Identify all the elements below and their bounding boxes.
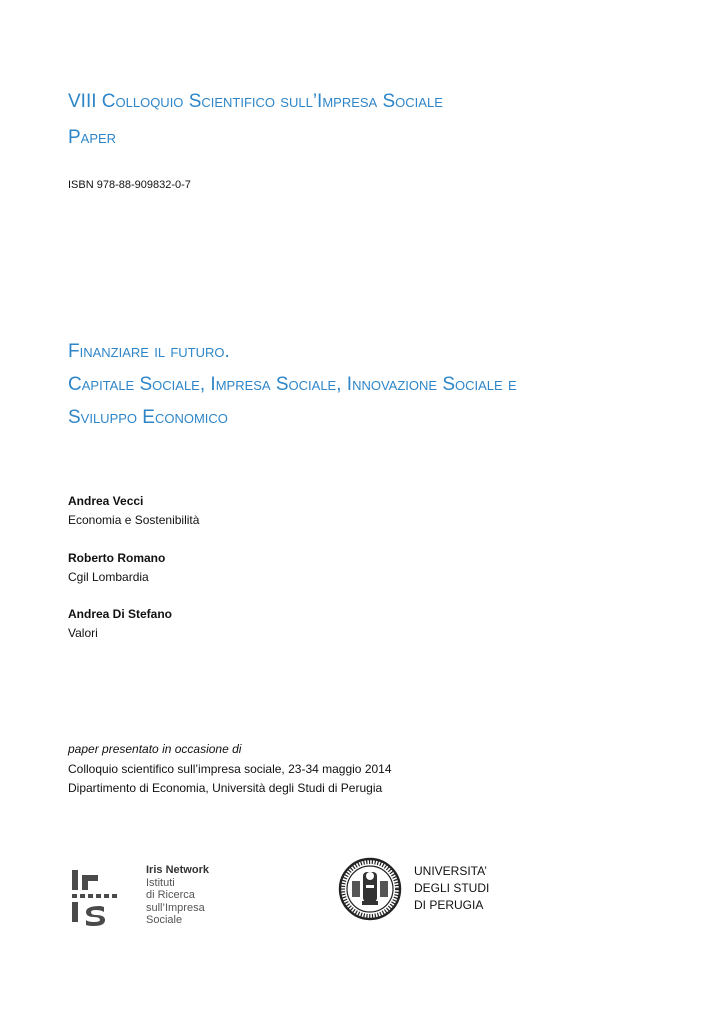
presentation-event: Colloquio scientifico sull’impresa sociale, 23-34 maggio 2014 xyxy=(68,762,392,776)
iris-network-tagline: Sociale xyxy=(146,914,183,926)
author-affiliation: Valori xyxy=(68,626,98,640)
paper-label: Paper xyxy=(68,127,117,148)
author-name: Roberto Romano xyxy=(68,551,166,565)
iris-network-name: Iris Network xyxy=(146,864,209,876)
iris-logo-mark-icon xyxy=(70,866,130,926)
author-name: Andrea Di Stefano xyxy=(68,607,173,621)
university-name-line: UNIVERSITA’ xyxy=(414,864,487,878)
iris-network-tagline: Istituti xyxy=(146,876,175,889)
iris-network-tagline: sull’Impresa xyxy=(146,901,205,914)
university-name xyxy=(414,863,489,914)
presentation-intro: paper presentato in occasione di xyxy=(68,742,242,756)
conference-title: VIII Colloquio Scientifico sull’Impresa Sociale xyxy=(68,91,443,112)
iris-network-text xyxy=(146,864,209,927)
author-affiliation: Economia e Sostenibilità xyxy=(68,513,200,527)
presentation-venue: Dipartimento di Economia, Università degli Studi di Perugia xyxy=(68,781,383,795)
paper-title-line-1: Finanziare il futuro. xyxy=(68,341,230,362)
author-affiliation: Cgil Lombardia xyxy=(68,570,149,584)
iris-network-logo xyxy=(70,864,220,926)
university-of-perugia-logo xyxy=(338,857,498,923)
author-name: Andrea Vecci xyxy=(68,494,144,508)
isbn: ISBN 978-88-909832-0-7 xyxy=(68,179,191,191)
university-name-line: DEGLI STUDI xyxy=(414,881,490,895)
iris-network-tagline: di Ricerca xyxy=(146,889,195,901)
university-seal-icon xyxy=(338,857,402,921)
paper-title-line-2: Capitale Sociale, Impresa Sociale, Innovazione Sociale e xyxy=(68,374,517,395)
university-name-line: DI PERUGIA xyxy=(414,898,484,912)
paper-title-line-3: Sviluppo Economico xyxy=(68,407,228,428)
